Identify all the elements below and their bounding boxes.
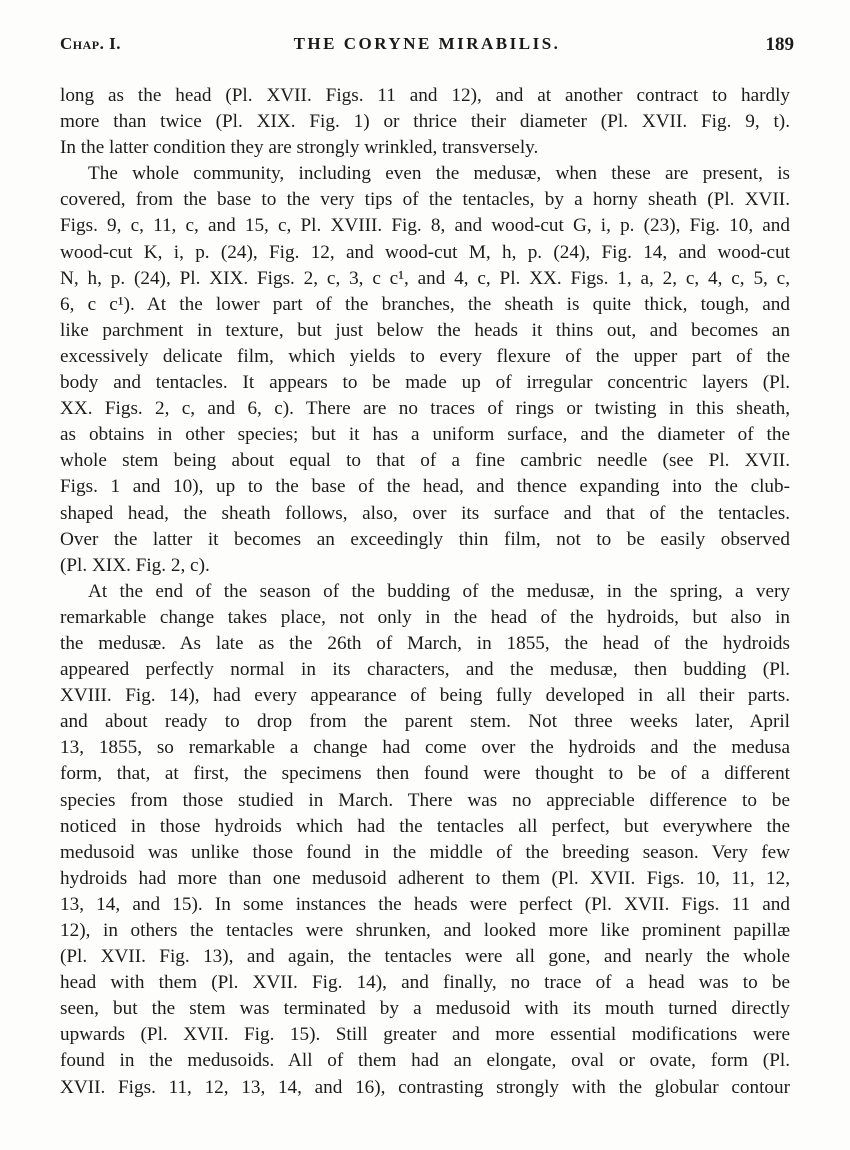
text-line: the medusæ. As late as the 26th of March, in 1855, the head of the hydroids xyxy=(60,632,790,654)
text-line: medusoid was unlike those found in the middle of the breeding season. Very few xyxy=(60,841,790,863)
text-line: long as the head (Pl. XVII. Figs. 11 and 12), and at another contract to hardly xyxy=(60,85,790,106)
text-line: Figs. 1 and 10), up to the base of the head, and thence expanding into the club- xyxy=(60,476,790,498)
text-line: 6, c c¹). At the lower part of the branches, the sheath is quite thick, tough, and xyxy=(60,293,790,315)
running-header xyxy=(60,34,794,64)
text-line: In the latter condition they are strongly wrinkled, transversely. xyxy=(60,137,539,159)
text-line: remarkable change takes place, not only in the head of the hydroids, but also in xyxy=(60,606,790,628)
text-line: wood-cut K, i, p. (24), Fig. 12, and wood-cut M, h, p. (24), Fig. 14, and wood-cut xyxy=(60,241,790,263)
page-number: 189 xyxy=(765,34,794,55)
text-line: form, that, at first, the specimens then found were thought to be of a different xyxy=(60,763,790,785)
text-line: covered, from the base to the very tips of the tentacles, by a horny sheath (Pl. XVII. xyxy=(60,189,790,211)
text-line: like parchment in texture, but just below the heads it thins out, and becomes an xyxy=(60,319,790,341)
text-line: XVIII. Fig. 14), had every appearance of being fully developed in all their parts. xyxy=(60,685,790,707)
text-line: XX. Figs. 2, c, and 6, c). There are no traces of rings or twisting in this sheath, xyxy=(60,398,790,420)
text-line: body and tentacles. It appears to be made up of irregular concentric layers (Pl. xyxy=(60,372,790,394)
text-line: head with them (Pl. XVII. Fig. 14), and finally, no trace of a head was to be xyxy=(60,972,790,994)
text-line: appeared perfectly normal in its characters, and the medusæ, then budding (Pl. xyxy=(60,659,790,681)
text-line: shaped head, the sheath follows, also, over its surface and that of the tentacles. xyxy=(60,502,790,524)
text-line: N, h, p. (24), Pl. XIX. Figs. 2, c, 3, c c¹, and 4, c, Pl. XX. Figs. 1, a, 2, c, 4, c, 5, c, xyxy=(60,267,790,289)
text-line: excessively delicate film, which yields to every flexure of the upper part of the xyxy=(60,345,790,367)
text-line: (Pl. XIX. Fig. 2, c). xyxy=(60,554,210,576)
text-line: hydroids had more than one medusoid adherent to them (Pl. XVII. Figs. 10, 11, 12, xyxy=(60,867,790,889)
text-line: 13, 14, and 15). In some instances the heads were perfect (Pl. XVII. Figs. 11 and xyxy=(60,893,790,915)
text-line: The whole community, including even the medusæ, when these are present, is xyxy=(88,163,790,185)
text-line: found in the medusoids. All of them had an elongate, oval or ovate, form (Pl. xyxy=(60,1050,790,1072)
chapter-label: Chap. I. xyxy=(60,34,121,53)
text-line: upwards (Pl. XVII. Fig. 15). Still greater and more essential modifications were xyxy=(60,1024,790,1046)
text-line: 12), in others the tentacles were shrunken, and looked more like prominent papillæ xyxy=(60,920,790,941)
text-line: Over the latter it becomes an exceedingly thin film, not to be easily observed xyxy=(60,528,790,550)
text-line: as obtains in other species; but it has a uniform surface, and the diameter of the xyxy=(60,424,790,446)
text-line: and about ready to drop from the parent stem. Not three weeks later, April xyxy=(60,711,790,733)
text-line: noticed in those hydroids which had the tentacles all perfect, but everywhere the xyxy=(60,815,790,837)
text-line: At the end of the season of the budding of the medusæ, in the spring, a very xyxy=(88,580,790,602)
text-line: Figs. 9, c, 11, c, and 15, c, Pl. XVIII. Fig. 8, and wood-cut G, i, p. (23), Fig. 10, and xyxy=(60,215,790,237)
text-line: 13, 1855, so remarkable a change had come over the hydroids and the medusa xyxy=(60,737,790,759)
page-title: THE CORYNE MIRABILIS. xyxy=(293,34,561,53)
text-line: whole stem being about equal to that of a fine cambric needle (see Pl. XVII. xyxy=(60,450,790,472)
text-line: more than twice (Pl. XIX. Fig. 1) or thrice their diameter (Pl. XVII. Fig. 9, t). xyxy=(60,111,790,133)
body-text xyxy=(60,83,790,1101)
text-line: XVII. Figs. 11, 12, 13, 14, and 16), contrasting strongly with the globular contour xyxy=(60,1076,790,1098)
text-line: (Pl. XVII. Fig. 13), and again, the tentacles were all gone, and nearly the whole xyxy=(60,946,790,968)
text-line: seen, but the stem was terminated by a medusoid with its mouth turned directly xyxy=(60,998,790,1020)
text-line: species from those studied in March. There was no appreciable difference to be xyxy=(60,789,790,811)
